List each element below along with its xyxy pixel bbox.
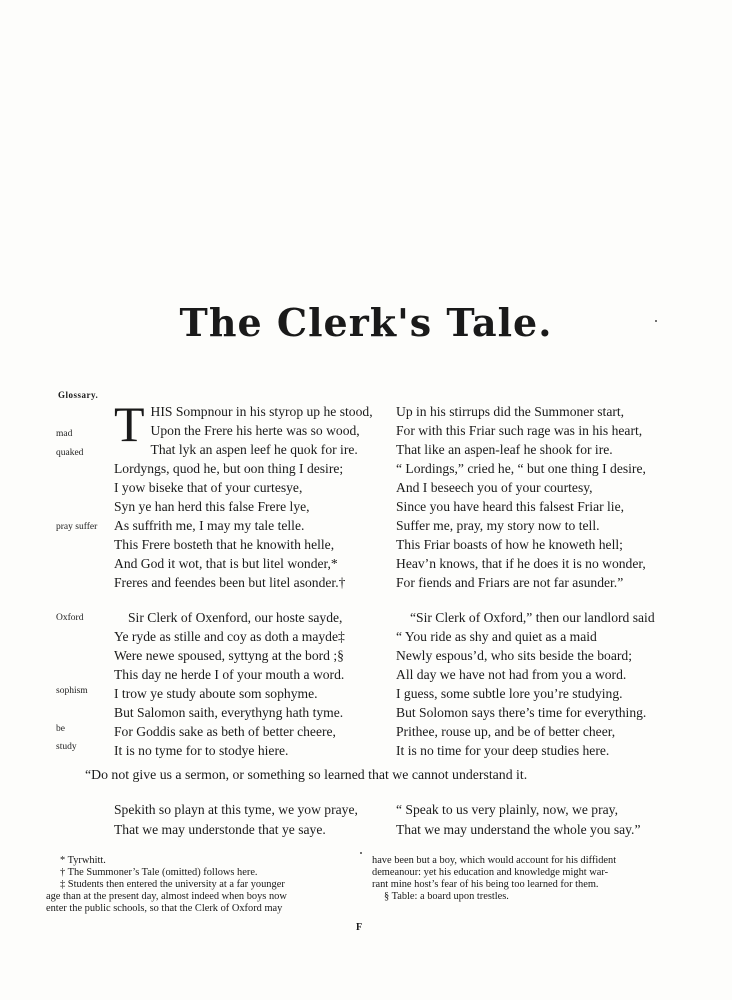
- verse-line: That we may understonde that ye saye.: [114, 822, 326, 837]
- verse-line: “ Speak to us very plainly, now, we pray,: [396, 802, 618, 817]
- verse-line: I guess, some subtle lore you’re studying.: [396, 686, 623, 701]
- verse-line: But Solomon says there’s time for everything.: [396, 705, 647, 720]
- verse-line: Spekith so playn at this tyme, we yow praye,: [114, 802, 358, 817]
- glossary-entry: sophism: [56, 686, 88, 696]
- verse-line: It is no tyme for to stodye hiere.: [114, 743, 289, 758]
- footnote-line: § Table: a board upon trestles.: [384, 891, 509, 902]
- original-text-column: [114, 396, 394, 760]
- modern-text-column: [396, 402, 696, 760]
- drop-cap: T: [114, 396, 145, 452]
- verse-line: All day we have not had from you a word.: [396, 667, 627, 682]
- interjection-line: “Do not give us a sermon, or something so learned that we cannot understand it.: [85, 767, 528, 782]
- verse-line: And God it wot, that is but litel wonder,*: [114, 556, 338, 571]
- footnote-line: have been but a boy, which would account for his diffident: [372, 855, 617, 866]
- verse-line: It is no time for your deep studies here.: [396, 743, 610, 758]
- verse-line: That we may understand the whole you say.”: [396, 822, 641, 837]
- verse-line: For Goddis sake as beth of better cheere,: [114, 724, 336, 739]
- verse-line: “Sir Clerk of Oxford,” then our landlord said: [410, 610, 655, 625]
- signature-mark: F: [356, 922, 363, 933]
- verse-line: Ye ryde as stille and coy as doth a mayde‡: [114, 629, 345, 644]
- verse-line: This Frere bosteth that he knowith helle,: [114, 537, 335, 552]
- original-closing-stanza: [114, 800, 358, 840]
- verse-line: As suffrith me, I may my tale telle.: [114, 518, 305, 533]
- verse-line: Syn ye han herd this false Frere lye,: [114, 499, 310, 514]
- verse-line: “ You ride as shy and quiet as a maid: [396, 629, 597, 644]
- footnote-line: enter the public schools, so that the Clerk of Oxford may: [46, 903, 283, 914]
- verse-line: Up in his stirrups did the Summoner start,: [396, 404, 625, 419]
- glossary-entry: Oxford: [56, 613, 84, 623]
- glossary-entry: be: [56, 724, 65, 734]
- footnote-line: ‡ Students then entered the university at a far younger: [60, 879, 285, 890]
- ink-speck: [655, 320, 657, 322]
- verse-line: That lyk an aspen leef he quok for ire.: [150, 442, 358, 457]
- verse-line: Upon the Frere his herte was so wood,: [150, 423, 360, 438]
- verse-line: Newly espous’d, who sits beside the board;: [396, 648, 632, 663]
- glossary-heading: Glossary.: [58, 390, 99, 400]
- verse-line: Freres and feendes been but litel asonder.†: [114, 575, 346, 590]
- verse-line: Heav’n knows, that if he does it is no wonder,: [396, 556, 646, 571]
- footnote-line: rant mine host’s fear of his being too learned for them.: [372, 879, 599, 890]
- verse-line: This day ne herde I of your mouth a word.: [114, 667, 345, 682]
- verse-line: HIS Sompnour in his styrop up he stood,: [150, 404, 373, 419]
- glossary-entry: quaked: [56, 448, 84, 458]
- verse-line: I yow biseke that of your curtesye,: [114, 480, 303, 495]
- glossary-entry: mad: [56, 429, 73, 439]
- verse-line: Were newe spoused, syttyng at the bord ;§: [114, 648, 344, 663]
- verse-line: “ Lordings,” cried he, “ but one thing I desire,: [396, 461, 646, 476]
- footnotes-left: [46, 855, 360, 915]
- footnote-line: age than at the present day, almost indeed when boys now: [46, 891, 287, 902]
- verse-line: Lordyngs, quod he, but oon thing I desire;: [114, 461, 344, 476]
- verse-line: But Salomon saith, everythyng hath tyme.: [114, 705, 344, 720]
- verse-line: And I beseech you of your courtesy,: [396, 480, 593, 495]
- verse-line: That like an aspen-leaf he shook for ire.: [396, 442, 613, 457]
- verse-line: Since you have heard this falsest Friar lie,: [396, 499, 625, 514]
- glossary-entry: pray suffer: [56, 522, 98, 532]
- glossary-entry: study: [56, 742, 77, 752]
- ink-speck: [360, 852, 362, 854]
- verse-line: Suffer me, pray, my story now to tell.: [396, 518, 600, 533]
- footnote-line: * Tyrwhitt.: [60, 855, 106, 866]
- verse-line: This Friar boasts of how he knoweth hell;: [396, 537, 623, 552]
- verse-line: Sir Clerk of Oxenford, our hoste sayde,: [128, 610, 343, 625]
- modern-closing-stanza: [396, 800, 641, 840]
- page-title: The Clerk's Tale.: [179, 300, 553, 345]
- verse-line: I trow ye study aboute som sophyme.: [114, 686, 318, 701]
- footnote-line: † The Summoner’s Tale (omitted) follows here.: [60, 867, 258, 878]
- verse-line: For fiends and Friars are not far asunder.”: [396, 575, 624, 590]
- footnote-line: demeanour: yet his education and knowledge might war-: [372, 867, 609, 878]
- footnotes-right: [372, 855, 672, 903]
- verse-line: Prithee, rouse up, and be of better cheer,: [396, 724, 616, 739]
- verse-line: For with this Friar such rage was in his heart,: [396, 423, 643, 438]
